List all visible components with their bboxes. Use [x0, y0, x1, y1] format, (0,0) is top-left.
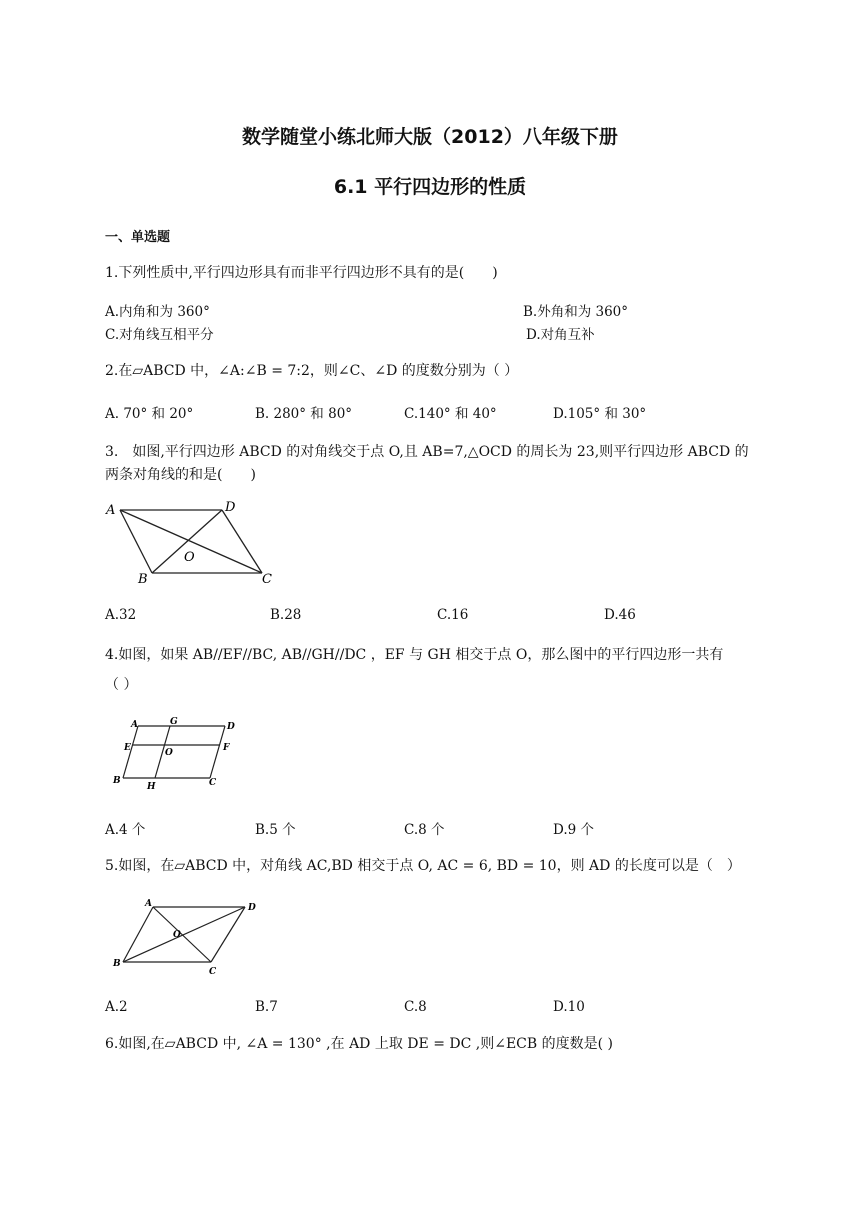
q1-option-c: C.对角线互相平分: [105, 327, 214, 343]
q3-label-b: B: [138, 572, 148, 587]
question-4-stem-line2: （ ）: [105, 677, 138, 693]
question-6-stem: 6.如图,在▱ABCD 中, ∠A = 130° ,在 AD 上取 DE = DC ,则∠ECB 的度数是( ): [105, 1036, 613, 1052]
section-heading: 一、单选题: [105, 230, 171, 245]
q3-option-c: C.16: [437, 607, 469, 623]
q5-option-a: A.2: [105, 999, 128, 1015]
question-3-stem-line2: 两条对角线的和是( ): [105, 467, 256, 483]
question-1-stem: 1.下列性质中,平行四边形具有而非平行四边形不具有的是( ): [105, 265, 498, 281]
q4-option-a: A.4 个: [105, 822, 146, 838]
q2-option-a: A. 70° 和 20°: [105, 406, 194, 422]
q5-label-d: D: [248, 903, 256, 913]
q5-option-b: B.7: [255, 999, 278, 1015]
q3-label-o: O: [184, 550, 195, 565]
q3-option-d: D.46: [604, 607, 636, 623]
q4-label-e: E: [124, 743, 131, 753]
q5-option-c: C.8: [404, 999, 427, 1015]
q4-option-c: C.8 个: [404, 822, 445, 838]
q2-option-d: D.105° 和 30°: [553, 406, 647, 422]
q3-label-a: A: [106, 503, 116, 518]
q1-option-d: D.对角互补: [526, 327, 595, 343]
q4-label-b: B: [113, 776, 121, 786]
q3-option-a: A.32: [105, 607, 137, 623]
q4-option-b: B.5 个: [255, 822, 296, 838]
q4-option-d: D.9 个: [553, 822, 595, 838]
question-2-stem: 2.在▱ABCD 中，∠A:∠B = 7:2，则∠C、∠D 的度数分别为（ ）: [105, 363, 519, 379]
q5-label-o: O: [173, 930, 181, 940]
question-5-stem: 5.如图，在▱ABCD 中，对角线 AC,BD 相交于点 O, AC = 6, BD = 10，则 AD 的长度可以是（ ）: [105, 858, 741, 874]
q1-option-b: B.外角和为 360°: [523, 304, 629, 320]
q3-label-c: C: [262, 572, 272, 587]
page-subtitle: 6.1 平行四边形的性质: [333, 176, 527, 198]
page-title: 数学随堂小练北师大版（2012）八年级下册: [242, 126, 618, 148]
q1-option-a: A.内角和为 360°: [105, 304, 210, 320]
q4-label-a: A: [131, 720, 138, 730]
q5-parallelogram-figure: [105, 893, 270, 978]
q4-label-c: C: [209, 778, 217, 788]
q2-option-b: B. 280° 和 80°: [255, 406, 353, 422]
q4-label-o: O: [165, 748, 173, 758]
q3-label-d: D: [225, 500, 236, 515]
q4-label-h: H: [147, 782, 156, 792]
q5-label-a: A: [145, 899, 152, 909]
question-4-stem-line1: 4.如图，如果 AB//EF//BC, AB//GH//DC ，EF 与 GH 相交于点 O，那么图中的平行四边形一共有: [105, 647, 724, 663]
q4-label-g: G: [170, 717, 178, 727]
q4-label-f: F: [223, 743, 230, 753]
q5-label-b: B: [113, 959, 121, 969]
q5-option-d: D.10: [553, 999, 585, 1015]
question-3-stem-line1: 3. 如图,平行四边形 ABCD 的对角线交于点 O,且 AB=7,△OCD 的周长为 23,则平行四边形 ABCD 的: [105, 444, 749, 460]
q4-grid-parallelogram-figure: [105, 715, 245, 795]
q4-label-d: D: [227, 722, 235, 732]
q3-option-b: B.28: [270, 607, 302, 623]
q3-parallelogram-figure: [100, 495, 280, 590]
q5-label-c: C: [209, 967, 217, 977]
q2-option-c: C.140° 和 40°: [404, 406, 497, 422]
